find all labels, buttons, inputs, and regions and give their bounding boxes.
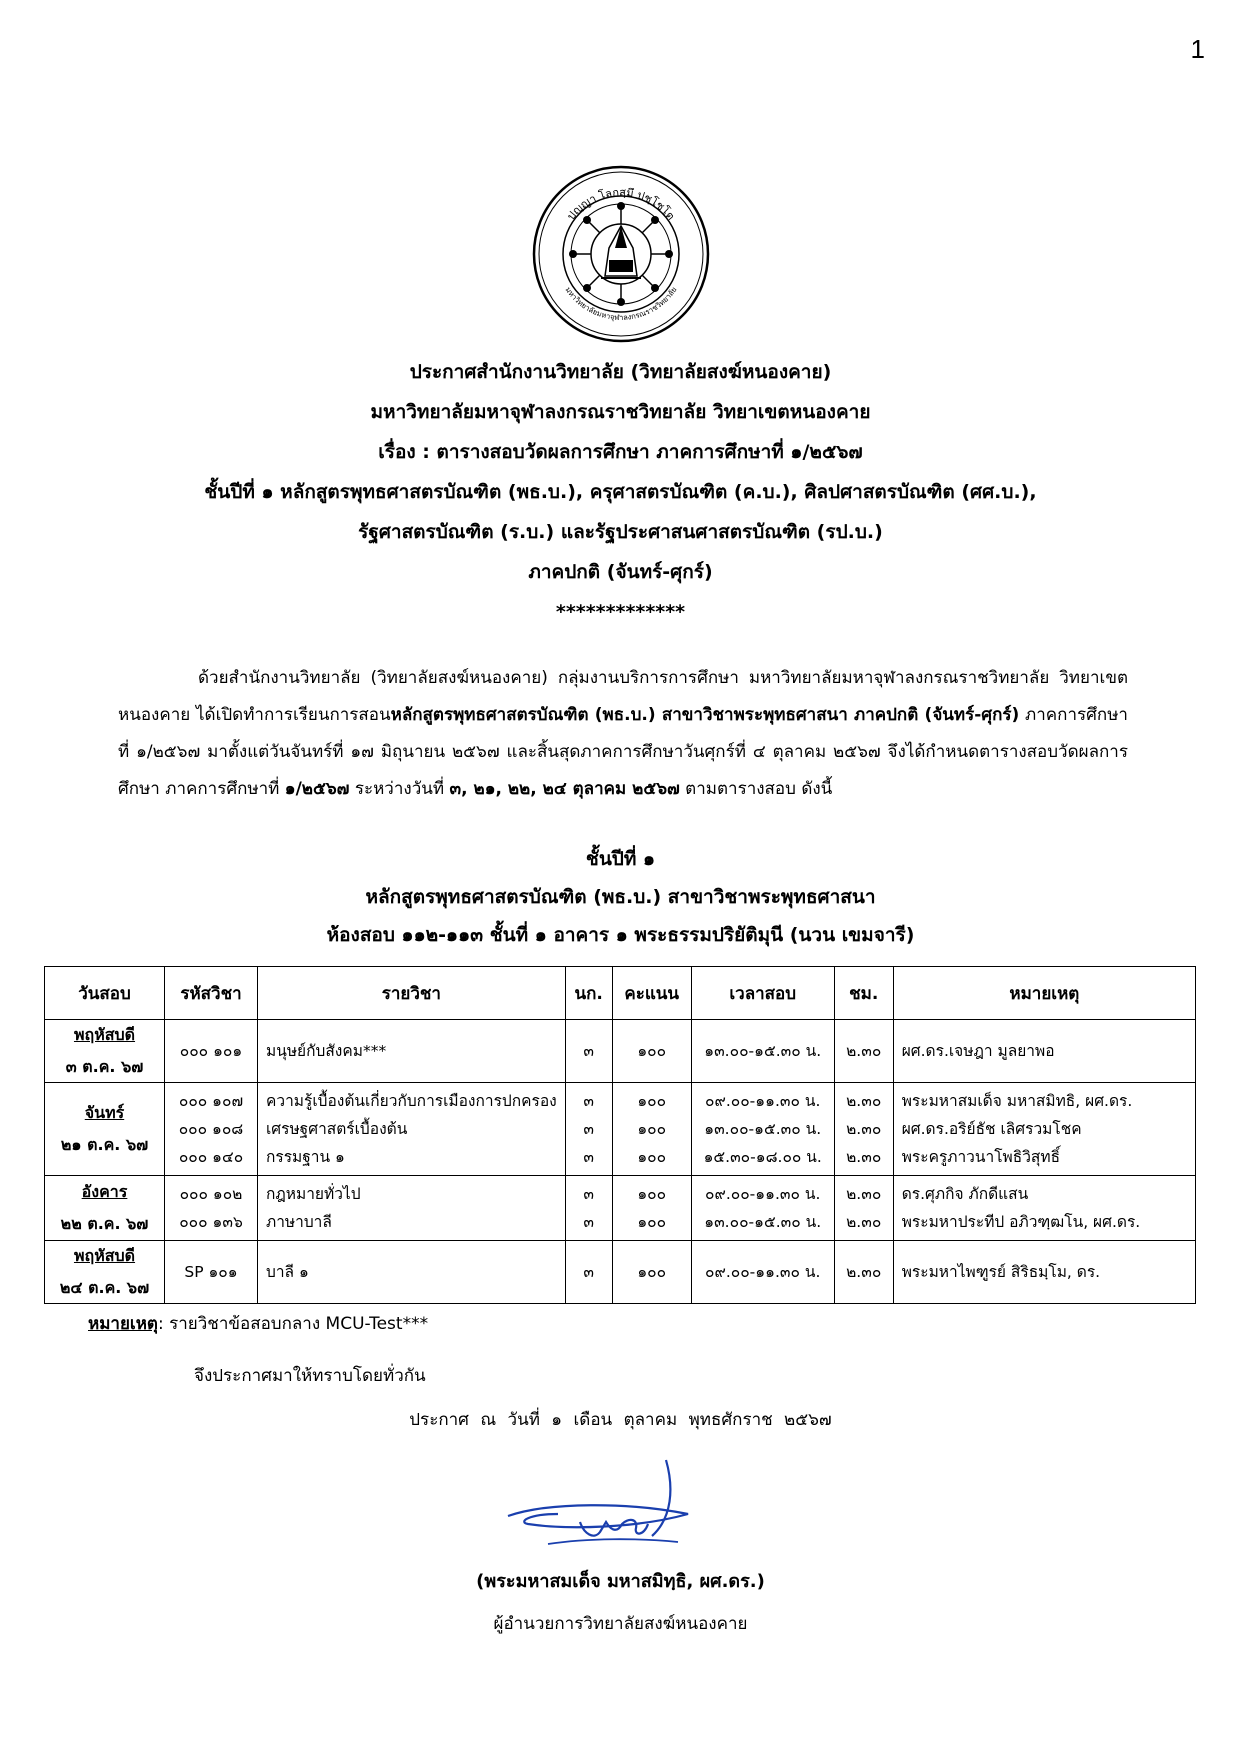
table-row <box>45 1241 1196 1304</box>
remarks: พระมหาสมเด็จ มหาสมิทธิ, ผศ.ดร. <box>901 1092 1133 1110</box>
course-name-cell <box>258 1083 566 1176</box>
footnote-label: หมายเหตุ <box>88 1314 158 1334</box>
course-name: บาลี ๑ <box>266 1263 309 1281</box>
score: ๑๐๐ <box>637 1092 667 1110</box>
credits: ๓ <box>583 1092 594 1110</box>
exam-time: ๑๕.๓๐-๑๘.๐๐ น. <box>703 1148 822 1166</box>
hours: ๒.๓๐ <box>846 1092 882 1110</box>
table-row <box>45 1083 1196 1176</box>
exam-time: ๑๓.๐๐-๑๕.๓๐ น. <box>704 1042 822 1060</box>
header-credits: นก. <box>565 967 612 1020</box>
exam-day-name: อังคาร <box>81 1182 128 1201</box>
remarks: ดร.ศุภกิจ ภักดีแสน <box>901 1185 1029 1203</box>
credits-cell <box>565 1176 612 1241</box>
subheading-program: หลักสูตรพุทธศาสตรบัณฑิต (พธ.บ.) สาขาวิชาพระพุทธศาสนา <box>365 886 876 908</box>
credits-cell <box>565 1083 612 1176</box>
remarks: พระมหาประทีป อภิวฑฺฒโน, ผศ.ดร. <box>901 1213 1141 1231</box>
credits: ๓ <box>583 1042 594 1060</box>
remarks: พระมหาไพฑูรย์ สิริธมฺโม, ดร. <box>901 1263 1101 1281</box>
table-row <box>45 1020 1196 1083</box>
course-name: กฎหมายทั่วไป <box>266 1185 361 1203</box>
exam-time: ๐๙.๐๐-๑๑.๓๐ น. <box>705 1092 821 1110</box>
remarks: ผศ.ดร.อริย์ธัช เลิศรวมโชค <box>901 1120 1082 1138</box>
course-name: เศรษฐศาสตร์เบื้องต้น <box>266 1120 408 1138</box>
intro-bold-1: หลักสูตรพุทธศาสตรบัณฑิต (พธ.บ.) สาขาวิชาพระพุทธศาสนา ภาคปกติ (จันทร์-ศุกร์) <box>390 705 1020 725</box>
heading-line-2: มหาวิทยาลัยมหาจุฬาลงกรณราชวิทยาลัย วิทยาเขตหนองคาย <box>370 401 871 423</box>
hours-cell <box>834 1241 893 1304</box>
course-code: ๐๐๐ ๑๔๐ <box>178 1148 244 1166</box>
exam-time-cell <box>691 1083 834 1176</box>
course-code-cell <box>165 1176 258 1241</box>
course-name-cell <box>258 1241 566 1304</box>
table-header-row <box>45 967 1196 1020</box>
credits: ๓ <box>583 1263 594 1281</box>
exam-date: ๓ ต.ค. ๖๗ <box>65 1057 144 1076</box>
announcement-date: ประกาศ ณ วันที่ ๑ เดือน ตุลาคม พุทธศักราช ๒๕๖๗ <box>409 1410 832 1430</box>
hours: ๒.๓๐ <box>846 1120 882 1138</box>
course-code: ๐๐๐ ๑๐๗ <box>178 1092 244 1110</box>
heading-line-3: เรื่อง : ตารางสอบวัดผลการศึกษา ภาคการศึกษาที่ ๑/๒๕๖๗ <box>378 441 863 463</box>
course-name: ความรู้เบื้องต้นเกี่ยวกับการเมืองการปกครอง <box>266 1092 557 1110</box>
course-name-cell <box>258 1176 566 1241</box>
hours: ๒.๓๐ <box>846 1148 882 1166</box>
hours: ๒.๓๐ <box>846 1185 882 1203</box>
course-name: ภาษาบาลี <box>266 1213 332 1231</box>
footnote-text: : รายวิชาข้อสอบกลาง MCU-Test*** <box>157 1314 429 1334</box>
exam-time: ๑๓.๐๐-๑๕.๓๐ น. <box>704 1120 822 1138</box>
course-code: SP ๑๐๑ <box>184 1263 238 1281</box>
exam-time: ๐๙.๐๐-๑๑.๓๐ น. <box>705 1263 821 1281</box>
remarks-cell <box>893 1083 1195 1176</box>
subheading-year: ชั้นปีที่ ๑ <box>585 848 656 870</box>
hours-cell <box>834 1083 893 1176</box>
page-number: 1 <box>1190 34 1205 64</box>
exam-time-cell <box>691 1020 834 1083</box>
table-footnote <box>88 1310 428 1337</box>
course-name: มนุษย์กับสังคม*** <box>266 1042 387 1060</box>
header-exam-day: วันสอบ <box>45 967 165 1020</box>
intro-text-3: ระหว่างวันที่ <box>349 779 450 799</box>
credits: ๓ <box>583 1148 594 1166</box>
exam-time-cell <box>691 1176 834 1241</box>
course-name-cell <box>258 1020 566 1083</box>
intro-text-2: ภาคการศึกษาที่ ๑/๒๕๖๗ มาตั้งแต่วันจันทร์ที่ ๑๗ มิถุนายน ๒๕๖๗ และสิ้นสุดภาคการศึกษาวันศุกร์ที่ ๔ ตุลาคม ๒๕๖๗ จึงได้กำหนดตารางสอบวัดผลการศึกษา ภาคการศึกษาที่ <box>118 705 1128 799</box>
hours: ๒.๓๐ <box>846 1263 882 1281</box>
intro-paragraph <box>118 660 1128 808</box>
score: ๑๐๐ <box>637 1185 667 1203</box>
score-cell <box>612 1083 691 1176</box>
course-code-cell <box>165 1020 258 1083</box>
score: ๑๐๐ <box>637 1042 667 1060</box>
table-row <box>45 1176 1196 1241</box>
credits-cell <box>565 1241 612 1304</box>
announcement-heading <box>0 352 1241 632</box>
score: ๑๐๐ <box>637 1120 667 1138</box>
intro-text-1: ด้วยสำนักงานวิทยาลัย (วิทยาลัยสงฆ์หนองคาย) กลุ่มงานบริการการศึกษา มหาวิทยาลัยมหาจุฬาลงกรณราชวิทยาลัย วิทยาเขตหนองคาย ได้เปิดทำการเรียนการสอน <box>118 668 1128 725</box>
schedule-subheading <box>0 840 1241 954</box>
signer-position: ผู้อำนวยการวิทยาลัยสงฆ์หนองคาย <box>493 1614 748 1634</box>
heading-line-5: รัฐศาสตรบัณฑิต (ร.บ.) และรัฐประศาสนศาสตรบัณฑิต (รป.บ.) <box>358 521 883 543</box>
credits: ๓ <box>583 1185 594 1203</box>
heading-line-1: ประกาศสำนักงานวิทยาลัย (วิทยาลัยสงฆ์หนองคาย) <box>409 361 832 383</box>
subheading-room: ห้องสอบ ๑๑๒-๑๑๓ ชั้นที่ ๑ อาคาร ๑ พระธรรมปริยัติมุนี (นวน เขมจารี) <box>326 924 915 946</box>
hours: ๒.๓๐ <box>846 1042 882 1060</box>
remarks-cell <box>893 1241 1195 1304</box>
score-cell <box>612 1020 691 1083</box>
university-seal-logo <box>531 164 711 344</box>
score: ๑๐๐ <box>637 1148 667 1166</box>
intro-bold-3: ๓, ๒๑, ๒๒, ๒๔ ตุลาคม ๒๕๖๗ <box>449 779 680 799</box>
closing-statement: จึงประกาศมาให้ทราบโดยทั่วกัน <box>194 1366 426 1386</box>
seal-top-motto: ปญฺญา โลกสฺมึ ปชฺโชโต <box>564 185 678 223</box>
header-hours: ชม. <box>834 967 893 1020</box>
hours: ๒.๓๐ <box>846 1213 882 1231</box>
score: ๑๐๐ <box>637 1213 667 1231</box>
signer-name: (พระมหาสมเด็จ มหาสมิทฺธิ, ผศ.ดร.) <box>476 1571 765 1592</box>
exam-schedule-table <box>44 966 1196 1304</box>
header-course-name: รายวิชา <box>258 967 566 1020</box>
heading-separator: ************* <box>555 601 686 623</box>
course-code-cell <box>165 1083 258 1176</box>
remarks-cell <box>893 1176 1195 1241</box>
handwritten-signature <box>488 1458 708 1558</box>
intro-bold-2: ๑/๒๕๖๗ <box>284 779 350 799</box>
credits: ๓ <box>583 1213 594 1231</box>
course-code: ๐๐๐ ๑๐๘ <box>178 1120 244 1138</box>
exam-day-cell <box>45 1083 165 1176</box>
exam-date: ๒๒ ต.ค. ๖๗ <box>60 1214 149 1233</box>
exam-day-name: พฤหัสบดี <box>73 1246 136 1265</box>
remarks: ผศ.ดร.เจษฎา มูลยาพอ <box>901 1042 1055 1060</box>
header-score: คะแนน <box>612 967 691 1020</box>
course-code: ๐๐๐ ๑๐๒ <box>179 1185 243 1203</box>
seal-bottom-text: มหาวิทยาลัยมหาจุฬาลงกรณราชวิทยาลัย <box>563 285 679 323</box>
course-code-cell <box>165 1241 258 1304</box>
exam-time: ๐๙.๐๐-๑๑.๓๐ น. <box>705 1185 821 1203</box>
exam-day-cell <box>45 1020 165 1083</box>
credits-cell <box>565 1020 612 1083</box>
score-cell <box>612 1241 691 1304</box>
heading-line-4: ชั้นปีที่ ๑ หลักสูตรพุทธศาสตรบัณฑิต (พธ.บ.), ครุศาสตรบัณฑิต (ค.บ.), ศิลปศาสตรบัณฑิต (ศศ.บ.), <box>204 481 1037 503</box>
credits: ๓ <box>583 1120 594 1138</box>
course-code: ๐๐๐ ๑๐๑ <box>179 1042 243 1060</box>
header-course-code: รหัสวิชา <box>165 967 258 1020</box>
remarks-cell <box>893 1020 1195 1083</box>
exam-day-cell <box>45 1241 165 1304</box>
remarks: พระครูภาวนาโพธิวิสุทธิ์ <box>901 1148 1061 1166</box>
course-code: ๐๐๐ ๑๓๖ <box>179 1213 243 1231</box>
header-remarks: หมายเหตุ <box>893 967 1195 1020</box>
exam-time: ๑๓.๐๐-๑๕.๓๐ น. <box>704 1213 822 1231</box>
exam-day-name: จันทร์ <box>84 1103 125 1122</box>
exam-time-cell <box>691 1241 834 1304</box>
course-name: กรรมฐาน ๑ <box>266 1148 345 1166</box>
exam-date: ๒๔ ต.ค. ๖๗ <box>59 1278 150 1297</box>
exam-date: ๒๑ ต.ค. ๖๗ <box>60 1135 149 1154</box>
hours-cell <box>834 1176 893 1241</box>
hours-cell <box>834 1020 893 1083</box>
exam-day-name: พฤหัสบดี <box>73 1025 136 1044</box>
intro-text-4: ตามตารางสอบ ดังนี้ <box>679 779 833 799</box>
header-exam-time: เวลาสอบ <box>691 967 834 1020</box>
exam-day-cell <box>45 1176 165 1241</box>
score-cell <box>612 1176 691 1241</box>
score: ๑๐๐ <box>637 1263 667 1281</box>
heading-line-6: ภาคปกติ (จันทร์-ศุกร์) <box>528 561 713 583</box>
